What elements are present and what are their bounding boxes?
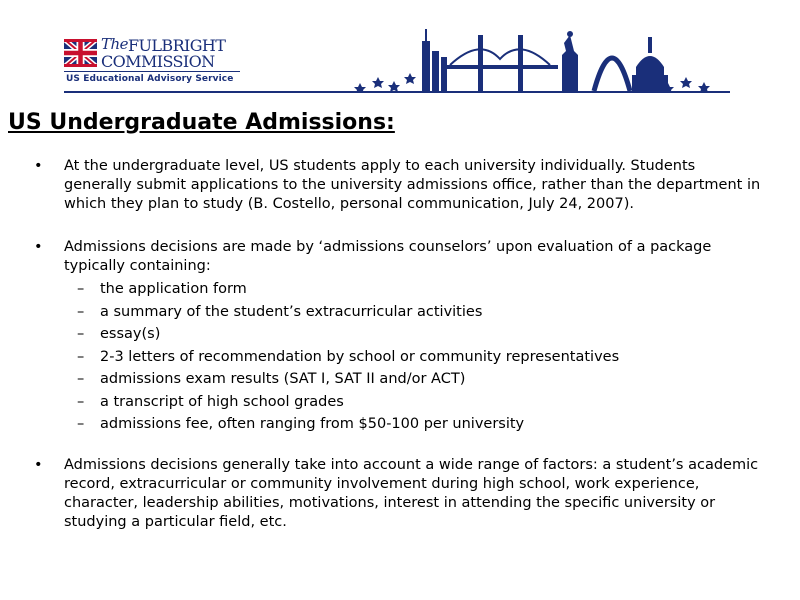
sub-item-text: a summary of the student’s extracurricular activities xyxy=(100,303,483,320)
bullet-item xyxy=(0,238,764,276)
sub-item xyxy=(0,278,800,301)
sub-item xyxy=(0,413,800,436)
slide-body xyxy=(0,157,800,532)
service-name: US Educational Advisory Service xyxy=(66,74,234,84)
bullet-text: Admissions decisions are made by ‘admissions counselors’ upon evaluation of a package typically containing: xyxy=(64,239,712,274)
slide-title: US Undergraduate Admissions: xyxy=(8,110,395,135)
sub-marker: – xyxy=(77,326,85,342)
union-jack-icon xyxy=(64,39,97,67)
brand-commission: COMMISSION xyxy=(101,52,215,71)
sub-marker: – xyxy=(77,393,85,410)
sub-marker: – xyxy=(77,416,85,432)
sub-marker: – xyxy=(77,303,85,320)
bullet-text: Admissions decisions generally take into account a wide range of factors: a student’s academic record, extracurricular or community involvement during high school, work experience, character, leadership abilities, motivations, interest in attending the specific university or studying a particular field, etc. xyxy=(64,456,759,530)
bullet-item xyxy=(0,157,764,214)
sub-item-text: essay(s) xyxy=(100,326,161,342)
sub-item xyxy=(0,368,800,391)
us-skyline-graphic xyxy=(350,25,730,93)
fulbright-logo xyxy=(64,33,244,88)
sub-item-text: admissions fee, often ranging from $50-100 per university xyxy=(100,416,525,432)
package-contents-list xyxy=(0,278,800,436)
bullet-marker: • xyxy=(34,158,43,174)
header-divider xyxy=(64,91,730,93)
sub-item xyxy=(0,391,800,414)
sub-item-text: the application form xyxy=(100,281,247,297)
header-banner xyxy=(0,0,800,100)
sub-item-text: a transcript of high school grades xyxy=(100,393,344,410)
bullet-marker: • xyxy=(34,239,43,255)
sub-item-text: 2-3 letters of recommendation by school or community representatives xyxy=(100,348,620,365)
logo-divider xyxy=(64,71,240,72)
buildings-silhouette xyxy=(422,29,668,91)
brand-the: The xyxy=(101,35,129,53)
sub-marker: – xyxy=(77,371,85,387)
bullet-item xyxy=(0,456,764,532)
bullet-marker: • xyxy=(34,456,43,473)
brand-name: FULBRIGHT xyxy=(128,36,226,55)
bullet-text: At the undergraduate level, US students apply to each university individually. Students generally submit applications to the university admissions office, rather than the department in which they plan to study (B. Costello, personal communication, July 24, 2007). xyxy=(64,158,761,212)
sub-marker: – xyxy=(77,281,85,297)
sub-item-text: admissions exam results (SAT I, SAT II and/or ACT) xyxy=(100,371,466,387)
sub-item xyxy=(0,301,800,324)
sub-item xyxy=(0,323,800,346)
sub-item xyxy=(0,346,800,369)
sub-marker: – xyxy=(77,348,85,365)
